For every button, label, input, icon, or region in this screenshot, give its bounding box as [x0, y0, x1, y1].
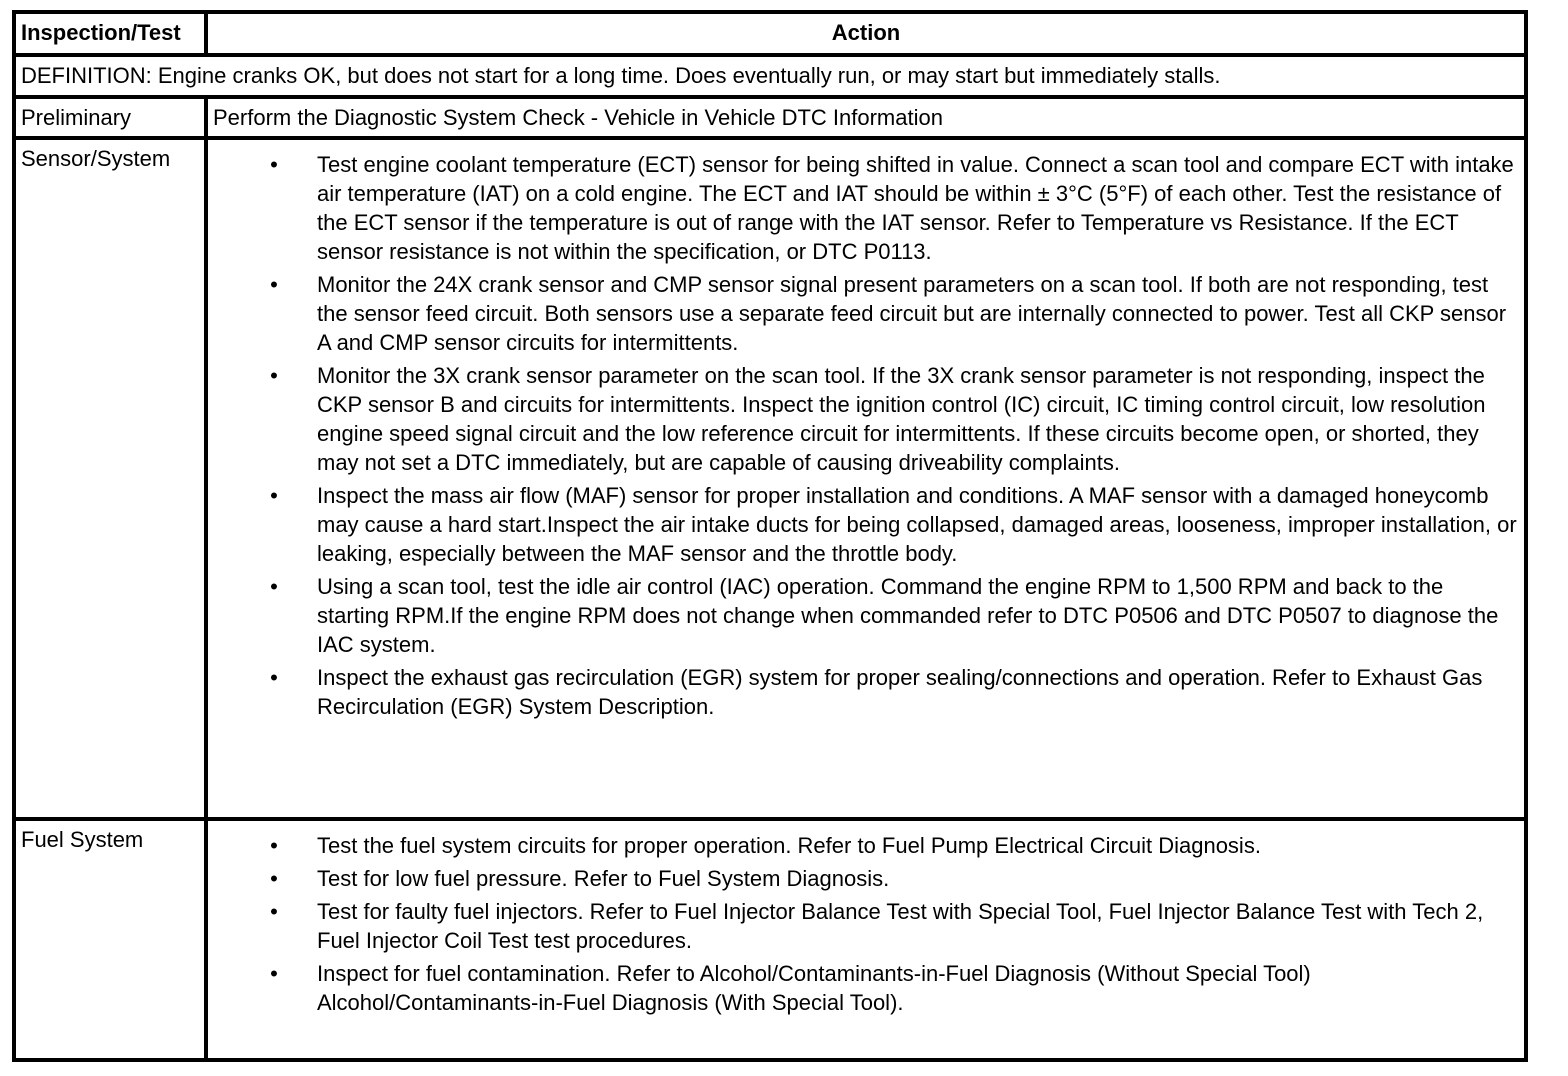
definition-row — [16, 57, 1524, 99]
list-item — [213, 270, 1524, 357]
list-item — [213, 663, 1524, 721]
bullet-icon: • — [270, 574, 278, 599]
list-item-text: Inspect the exhaust gas recirculation (EGR) system for proper sealing/connections and operation. Refer to Exhaust Gas Recirculation (EGR) System Description. — [317, 665, 1483, 719]
fuel-system-row — [16, 821, 1524, 1058]
list-item-text: Inspect for fuel contamination. Refer to Alcohol/Contaminants-in-Fuel Diagnosis (Without Special Tool) Alcohol/Contaminants-in-Fuel Diagnosis (With Special Tool). — [317, 961, 1311, 1015]
sensor-system-label: Sensor/System — [16, 140, 208, 817]
sensor-system-list — [213, 150, 1524, 721]
bullet-icon: • — [270, 899, 278, 924]
fuel-system-list — [213, 831, 1524, 1017]
preliminary-label: Preliminary — [16, 99, 208, 136]
list-item-text: Test the fuel system circuits for proper operation. Refer to Fuel Pump Electrical Circuit Diagnosis. — [317, 833, 1261, 858]
list-item-text: Test engine coolant temperature (ECT) sensor for being shifted in value. Connect a scan tool and compare ECT with intake air temperature (IAT) on a cold engine. The ECT and IAT should be within ± 3°C (5°F) of each other. Test the resistance of the ECT sensor if the temperature is out of range with the IAT sensor. Refer to Temperature vs Resistance. If the ECT sensor resistance is not within the specification, or DTC P0113. — [317, 152, 1514, 264]
list-item — [213, 481, 1524, 568]
bullet-icon: • — [270, 272, 278, 297]
sensor-system-actions — [208, 140, 1524, 817]
bullet-icon: • — [270, 483, 278, 508]
header-action: Action — [831, 20, 901, 45]
bullet-icon: • — [270, 866, 278, 891]
list-item-text: Monitor the 24X crank sensor and CMP sensor signal present parameters on a scan tool. If both are not responding, test the sensor feed circuit. Both sensors use a separate feed circuit but are internally connected to power. Test all CKP sensor A and CMP sensor circuits for intermittents. — [317, 272, 1507, 355]
definition-text: DEFINITION: Engine cranks OK, but does not start for a long time. Does eventually run, or may start but immediately stalls. — [21, 63, 1221, 88]
list-item — [213, 959, 1524, 1017]
list-item — [213, 897, 1524, 955]
list-item-text: Using a scan tool, test the idle air control (IAC) operation. Command the engine RPM to 1,500 RPM and back to the starting RPM.If the engine RPM does not change when commanded refer to DTC P0506 and DTC P0507 to diagnose the IAC system. — [317, 574, 1499, 657]
bullet-icon: • — [270, 363, 278, 388]
fuel-system-actions — [208, 821, 1524, 1058]
list-item — [213, 831, 1524, 860]
header-inspection-test: Inspection/Test — [16, 14, 208, 53]
bullet-icon: • — [270, 152, 278, 177]
list-item — [213, 361, 1524, 477]
list-item-text: Monitor the 3X crank sensor parameter on the scan tool. If the 3X crank sensor parameter is not responding, inspect the CKP sensor B and circuits for intermittents. Inspect the ignition control (IC) circuit, IC timing control circuit, low resolution engine speed signal circuit and the low reference circuit for intermittents. If these circuits become open, or shorted, they may not set a DTC immediately, but are capable of causing driveability complaints. — [317, 363, 1486, 475]
sensor-system-row — [16, 140, 1524, 821]
preliminary-action: Perform the Diagnostic System Check - Vehicle in Vehicle DTC Information — [213, 105, 943, 130]
preliminary-row — [16, 99, 1524, 140]
bullet-icon: • — [270, 665, 278, 690]
list-item-text: Inspect the mass air flow (MAF) sensor for proper installation and conditions. A MAF sensor with a damaged honeycomb may cause a hard start.Inspect the air intake ducts for being collapsed, damaged areas, looseness, improper installation, or leaking, especially between the MAF sensor and the throttle body. — [317, 483, 1517, 566]
list-item-text: Test for low fuel pressure. Refer to Fuel System Diagnosis. — [317, 866, 890, 891]
bullet-icon: • — [270, 961, 278, 986]
bullet-icon: • — [270, 833, 278, 858]
table-header-row — [16, 14, 1524, 57]
list-item — [213, 150, 1524, 266]
diagnostic-table — [12, 10, 1528, 1062]
list-item-text: Test for faulty fuel injectors. Refer to Fuel Injector Balance Test with Special Tool, Fuel Injector Balance Test with Tech 2, Fuel Injector Coil Test test procedures. — [317, 899, 1484, 953]
list-item — [213, 572, 1524, 659]
list-item — [213, 864, 1524, 893]
fuel-system-label: Fuel System — [16, 821, 208, 1058]
